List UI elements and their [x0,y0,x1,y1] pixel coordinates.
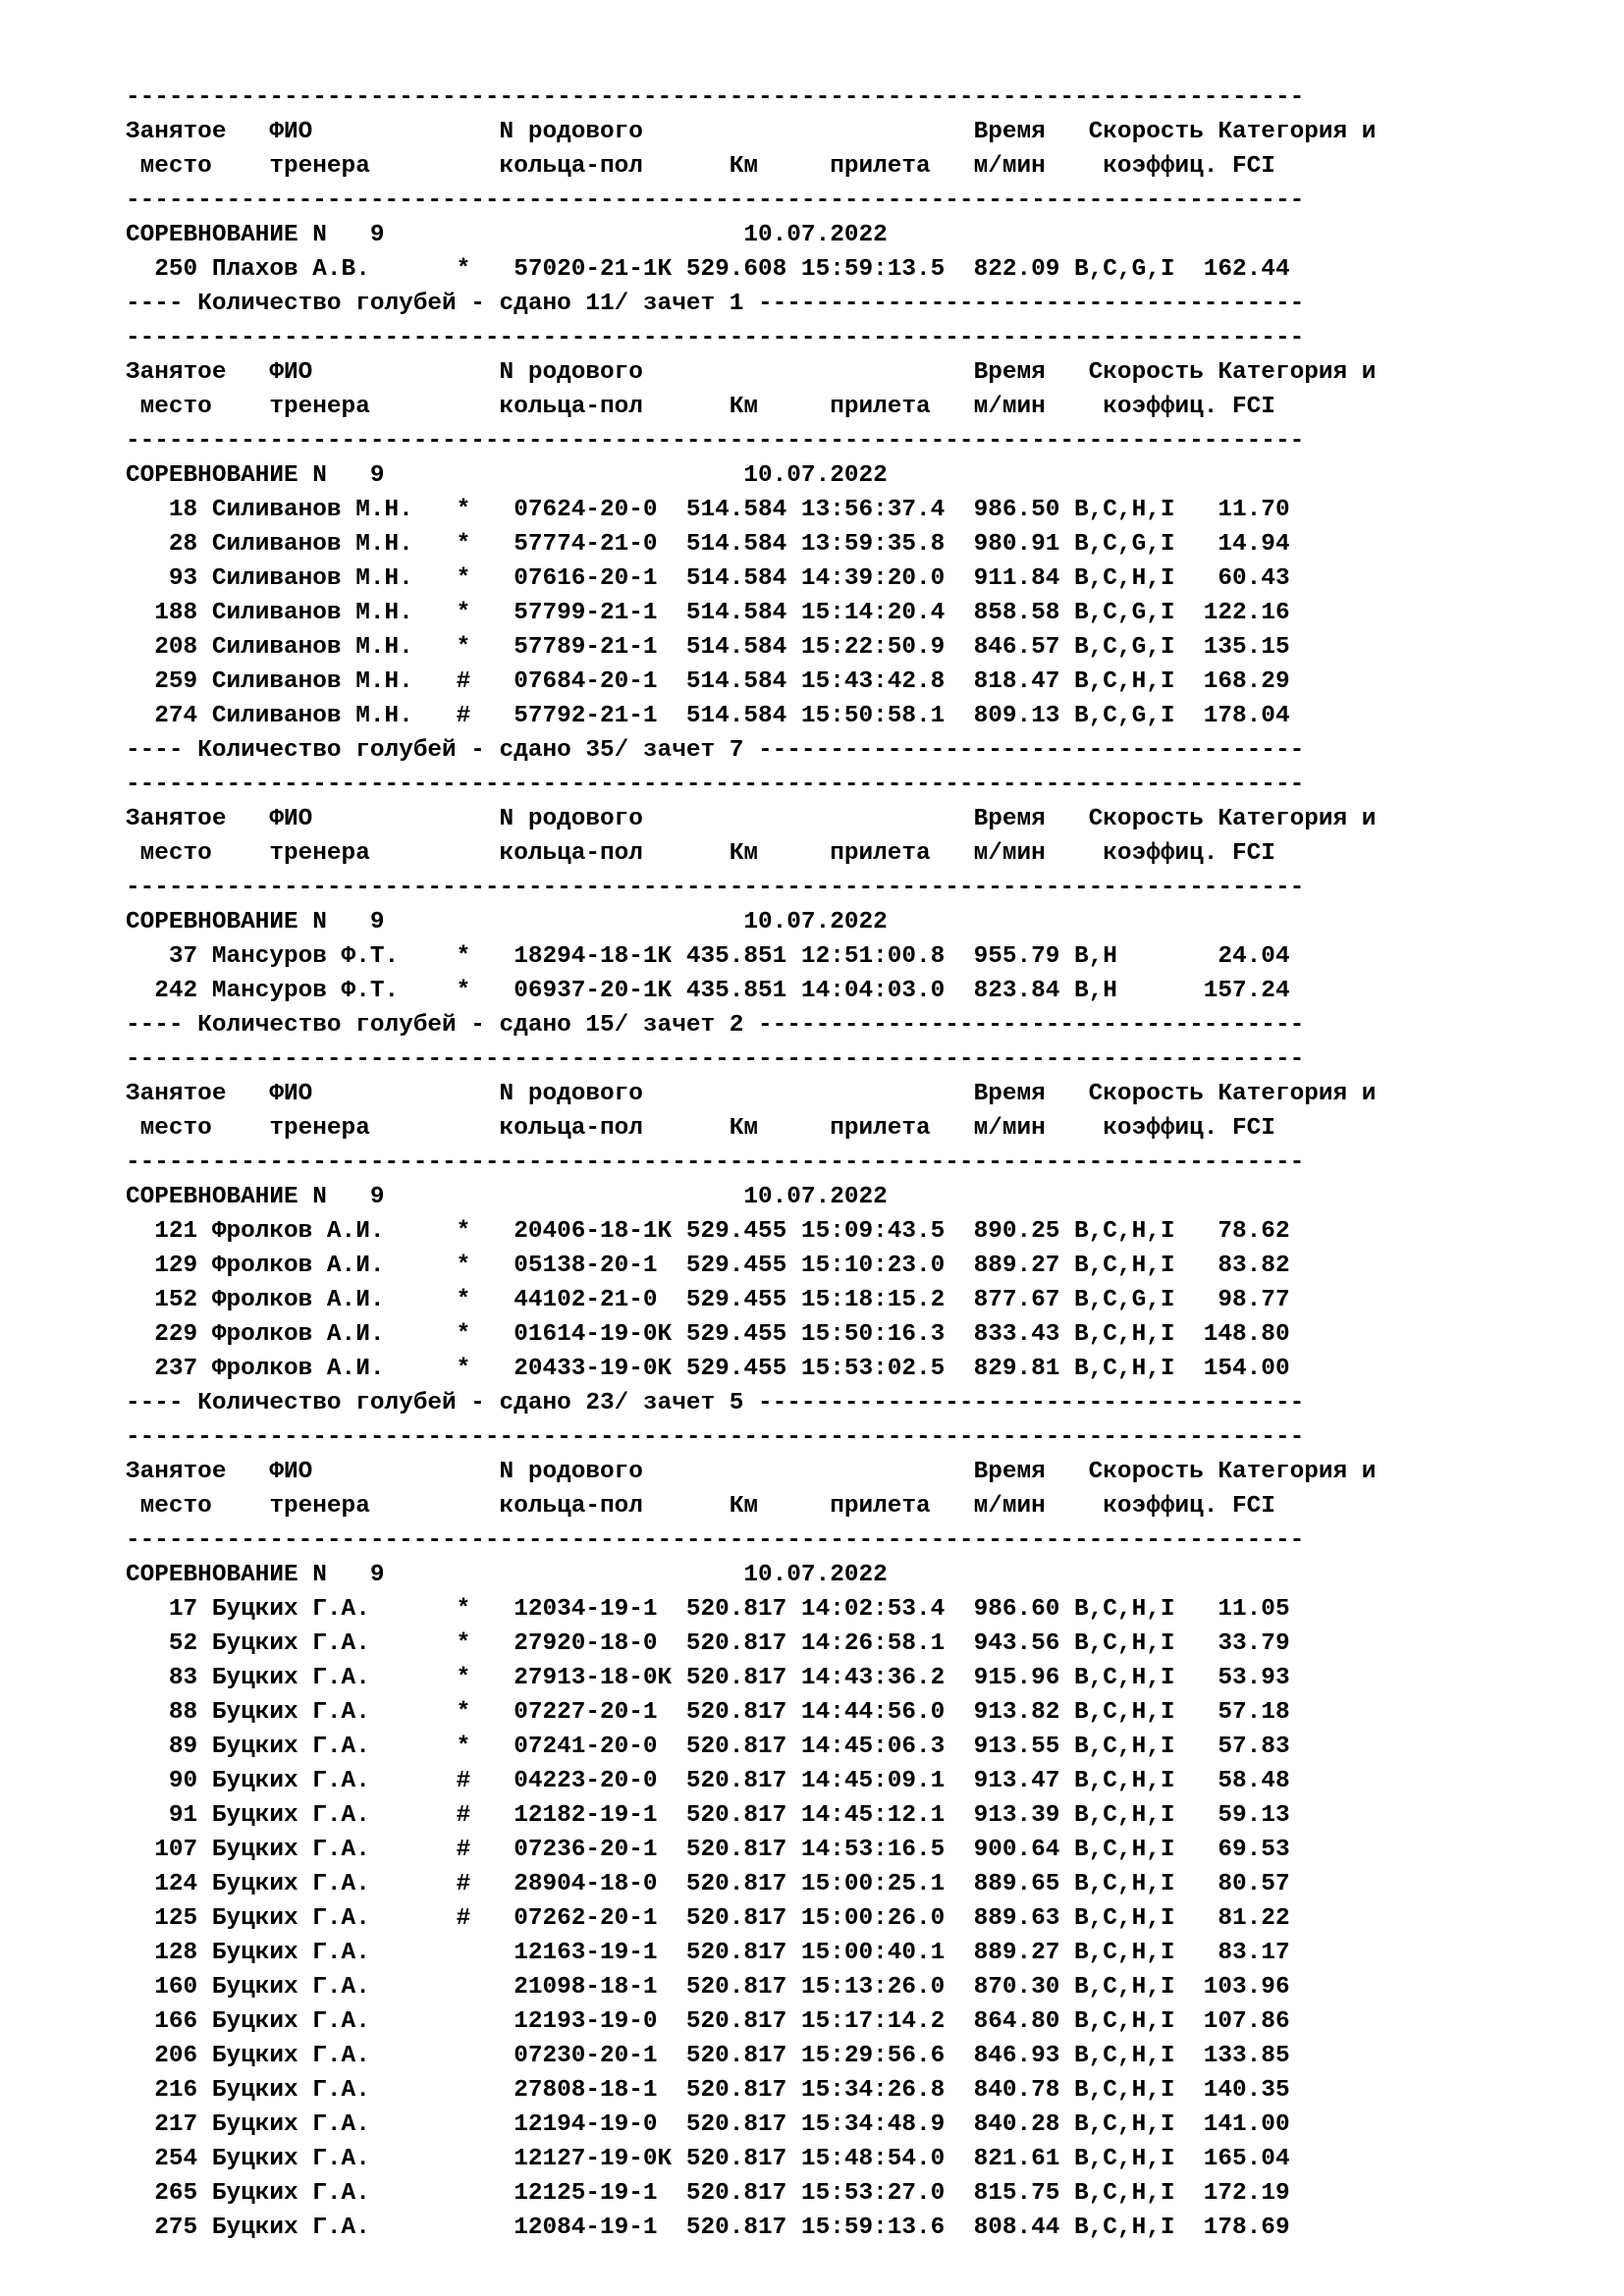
header-row-1: Занятое ФИО N родового Время Скорость Категория и [126,1081,1377,1107]
divider: ---------------------------------------------------------------------------------- [126,772,1305,798]
divider: ---------------------------------------------------------------------------------- [126,875,1305,901]
divider: ---------------------------------------------------------------------------------- [126,428,1305,454]
result-row: 89 Буцких Г.А. * 07241-20-0 520.817 14:45:06.3 913.55 B,C,H,I 57.83 [126,1734,1290,1760]
header-row-2: место тренера кольца-пол Км прилета м/мин коэффиц. FCI [126,1493,1275,1520]
result-row: 229 Фролков А.И. * 01614-19-0К 529.455 15:50:16.3 833.43 B,C,H,I 148.80 [126,1321,1290,1348]
result-row: 90 Буцких Г.А. # 04223-20-0 520.817 14:45:09.1 913.47 B,C,H,I 58.48 [126,1768,1290,1794]
header-row-1: Занятое ФИО N родового Время Скорость Категория и [126,119,1377,145]
header-row-2: место тренера кольца-пол Км прилета м/мин коэффиц. FCI [126,1115,1275,1142]
header-row-2: место тренера кольца-пол Км прилета м/мин коэффиц. FCI [126,153,1275,180]
result-row: 91 Буцких Г.А. # 12182-19-1 520.817 14:45:12.1 913.39 B,C,H,I 59.13 [126,1802,1290,1829]
result-row: 188 Силиванов М.Н. * 57799-21-1 514.584 15:14:20.4 858.58 B,C,G,I 122.16 [126,600,1290,626]
result-row: 254 Буцких Г.А. 12127-19-0К 520.817 15:48:54.0 821.61 B,C,H,I 165.04 [126,2146,1290,2172]
result-row: 28 Силиванов М.Н. * 57774-21-0 514.584 13:59:35.8 980.91 B,C,G,I 14.94 [126,531,1290,558]
result-row: 242 Мансуров Ф.Т. * 06937-20-1К 435.851 14:04:03.0 823.84 B,H 157.24 [126,978,1290,1004]
result-row: 275 Буцких Г.А. 12084-19-1 520.817 15:59:13.6 808.44 B,C,H,I 178.69 [126,2215,1290,2241]
result-row: 152 Фролков А.И. * 44102-21-0 529.455 15:18:15.2 877.67 B,C,G,I 98.77 [126,1287,1290,1313]
result-row: 124 Буцких Г.А. # 28904-18-0 520.817 15:00:25.1 889.65 B,C,H,I 80.57 [126,1871,1290,1897]
header-row-1: Занятое ФИО N родового Время Скорость Категория и [126,1459,1377,1485]
result-row: 206 Буцких Г.А. 07230-20-1 520.817 15:29:56.6 846.93 B,C,H,I 133.85 [126,2043,1290,2069]
result-row: 129 Фролков А.И. * 05138-20-1 529.455 15:10:23.0 889.27 B,C,H,I 83.82 [126,1253,1290,1279]
result-row: 18 Силиванов М.Н. * 07624-20-0 514.584 13:56:37.4 986.50 B,C,H,I 11.70 [126,497,1290,523]
result-row: 37 Мансуров Ф.Т. * 18294-18-1К 435.851 12:51:00.8 955.79 B,H 24.04 [126,943,1290,970]
result-row: 125 Буцких Г.А. # 07262-20-1 520.817 15:00:26.0 889.63 B,C,H,I 81.22 [126,1905,1290,1932]
result-row: 274 Силиванов М.Н. # 57792-21-1 514.584 15:50:58.1 809.13 B,C,G,I 178.04 [126,703,1290,729]
results-report [126,80,1376,2245]
header-row-2: место тренера кольца-пол Км прилета м/мин коэффиц. FCI [126,840,1275,867]
result-row: 17 Буцких Г.А. * 12034-19-1 520.817 14:02:53.4 986.60 B,C,H,I 11.05 [126,1596,1290,1623]
section-summary: ---- Количество голубей - сдано 23/ зачет 5 -------------------------------------- [126,1390,1305,1416]
result-row: 88 Буцких Г.А. * 07227-20-1 520.817 14:44:56.0 913.82 B,C,H,I 57.18 [126,1699,1290,1726]
competition-heading: СОРЕВНОВАНИЕ N 9 10.07.2022 [126,1184,888,1210]
result-row: 237 Фролков А.И. * 20433-19-0К 529.455 15:53:02.5 829.81 B,C,H,I 154.00 [126,1356,1290,1382]
divider: ---------------------------------------------------------------------------------- [126,1046,1305,1073]
divider: ---------------------------------------------------------------------------------- [126,84,1305,111]
competition-heading: СОРЕВНОВАНИЕ N 9 10.07.2022 [126,462,888,489]
result-row: 128 Буцких Г.А. 12163-19-1 520.817 15:00:40.1 889.27 B,C,H,I 83.17 [126,1940,1290,1966]
divider: ---------------------------------------------------------------------------------- [126,1149,1305,1176]
result-row: 107 Буцких Г.А. # 07236-20-1 520.817 14:53:16.5 900.64 B,C,H,I 69.53 [126,1837,1290,1863]
competition-heading: СОРЕВНОВАНИЕ N 9 10.07.2022 [126,1562,888,1588]
divider: ---------------------------------------------------------------------------------- [126,325,1305,351]
section-summary: ---- Количество голубей - сдано 15/ зачет 2 -------------------------------------- [126,1012,1305,1039]
section-summary: ---- Количество голубей - сдано 35/ зачет 7 -------------------------------------- [126,737,1305,764]
result-row: 217 Буцких Г.А. 12194-19-0 520.817 15:34:48.9 840.28 B,C,H,I 141.00 [126,2111,1290,2138]
divider: ---------------------------------------------------------------------------------- [126,1424,1305,1451]
header-row-2: место тренера кольца-пол Км прилета м/мин коэффиц. FCI [126,394,1275,420]
header-row-1: Занятое ФИО N родового Время Скорость Категория и [126,359,1377,386]
result-row: 52 Буцких Г.А. * 27920-18-0 520.817 14:26:58.1 943.56 B,C,H,I 33.79 [126,1630,1290,1657]
competition-heading: СОРЕВНОВАНИЕ N 9 10.07.2022 [126,909,888,935]
result-row: 208 Силиванов М.Н. * 57789-21-1 514.584 15:22:50.9 846.57 B,C,G,I 135.15 [126,634,1290,661]
result-row: 265 Буцких Г.А. 12125-19-1 520.817 15:53:27.0 815.75 B,C,H,I 172.19 [126,2180,1290,2207]
result-row: 250 Плахов А.В. * 57020-21-1К 529.608 15:59:13.5 822.09 B,C,G,I 162.44 [126,256,1290,283]
result-row: 216 Буцких Г.А. 27808-18-1 520.817 15:34:26.8 840.78 B,C,H,I 140.35 [126,2077,1290,2104]
header-row-1: Занятое ФИО N родового Время Скорость Категория и [126,806,1377,832]
result-row: 166 Буцких Г.А. 12193-19-0 520.817 15:17:14.2 864.80 B,C,H,I 107.86 [126,2008,1290,2035]
section-summary: ---- Количество голубей - сдано 11/ зачет 1 -------------------------------------- [126,291,1305,317]
result-row: 83 Буцких Г.А. * 27913-18-0К 520.817 14:43:36.2 915.96 B,C,H,I 53.93 [126,1665,1290,1691]
divider: ---------------------------------------------------------------------------------- [126,187,1305,214]
result-row: 259 Силиванов М.Н. # 07684-20-1 514.584 15:43:42.8 818.47 B,C,H,I 168.29 [126,668,1290,695]
result-row: 93 Силиванов М.Н. * 07616-20-1 514.584 14:39:20.0 911.84 B,C,H,I 60.43 [126,565,1290,592]
result-row: 121 Фролков А.И. * 20406-18-1К 529.455 15:09:43.5 890.25 B,C,H,I 78.62 [126,1218,1290,1245]
competition-heading: СОРЕВНОВАНИЕ N 9 10.07.2022 [126,222,888,248]
divider: ---------------------------------------------------------------------------------- [126,1527,1305,1554]
result-row: 160 Буцких Г.А. 21098-18-1 520.817 15:13:26.0 870.30 B,C,H,I 103.96 [126,1974,1290,2001]
